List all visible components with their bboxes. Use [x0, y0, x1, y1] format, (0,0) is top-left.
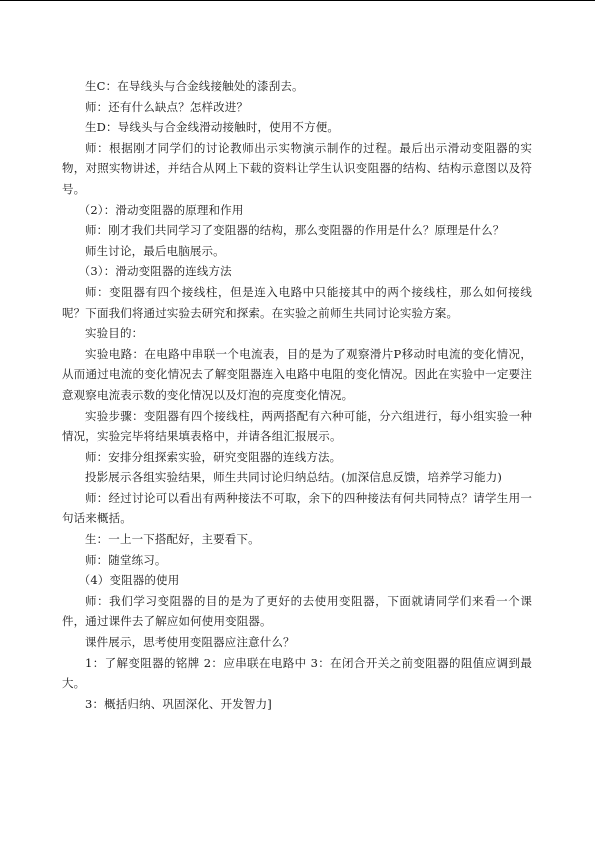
paragraph-student-c: 生C：在导线头与合金线接触处的漆刮去。 [85, 79, 304, 93]
paragraph-projection: 投影展示各组实验结果，师生共同讨论归纳总结。(加深信息反馈，培养学习能力) [85, 470, 503, 485]
paragraph-teacher-structure: 师：刚才我们共同学习了变阻器的结构，那么变阻器的作用是什么？原理是什么？ [85, 223, 505, 238]
paragraph-exercise: 师：随堂练习。 [85, 552, 167, 567]
paragraph-courseware-show: 课件展示，思考使用变阻器应注意什么？ [85, 635, 295, 650]
paragraph-conclusion: 3：概括归纳、巩固深化、开发智力] [85, 696, 272, 711]
paragraph-experiment-circuit: 实验电路：在电路中串联一个电流表，目的是为了观察滑片P移动时电流的变化情况，从而通过电流的变化情况去了解变阻器连入电路中电阻的变化情况。因此在实验中一定要注意观察电流表示数的变化情况以及灯泡的亮度变化情况。 [62, 346, 532, 402]
paragraph-terminals: 师：变阻器有四个接线柱，但是连入电路中只能接其中的两个接线柱，那么如何接线呢？下面我们将通过实验去研究和探索。在实验之前师生共同讨论实验方案。 [62, 284, 532, 320]
paragraph-teacher-demo: 师：根据刚才同学们的讨论教师出示实物演示制作的过程。最后出示滑动变阻器的实物，对照实物讲述，并结合从网上下载的资料让学生认识变阻器的结构、结构示意图以及符号。 [62, 140, 532, 196]
section-heading-3: （3）：滑动变阻器的连线方法 [78, 264, 232, 279]
paragraph-discussion: 师生讨论，最后电脑展示。 [85, 243, 225, 258]
paragraph-courseware: 师：我们学习变阻器的目的是为了更好的去使用变阻器，下面就请同学们来看一个课件，通过课件去了解应如何使用变阻器。 [62, 593, 532, 629]
page-top-border [0, 0, 595, 1]
paragraph-summary-question: 师：经过讨论可以看出有两种接法不可取，余下的四种接法有何共同特点？请学生用一句话来概括。 [62, 490, 532, 526]
paragraph-experiment-steps: 实验步骤：变阻器有四个接线柱，两两搭配有六种可能，分六组进行，每小组实验一种情况，实验完毕将结果填表格中，并请各组汇报展示。 [62, 408, 532, 444]
paragraph-usage-notes: 1：了解变阻器的铭牌 2：应串联在电路中 3：在闭合开关之前变阻器的阻值应调到最大。 [62, 655, 532, 691]
document-body [62, 76, 532, 714]
paragraph-experiment-goal: 实验目的： [85, 326, 144, 341]
paragraph-student-answer: 生：一上一下搭配好，主要看下。 [85, 532, 260, 547]
paragraph-student-d: 生D：导线头与合金线滑动接触时，使用不方便。 [85, 120, 340, 135]
paragraph-teacher-question: 师：还有什么缺点？怎样改进？ [85, 99, 249, 114]
paragraph-group-experiment: 师：安排分组探索实验，研究变阻器的连线方法。 [85, 449, 342, 464]
section-heading-4: （4）变阻器的使用 [78, 573, 180, 588]
section-heading-2: （2）：滑动变阻器的原理和作用 [78, 202, 244, 217]
